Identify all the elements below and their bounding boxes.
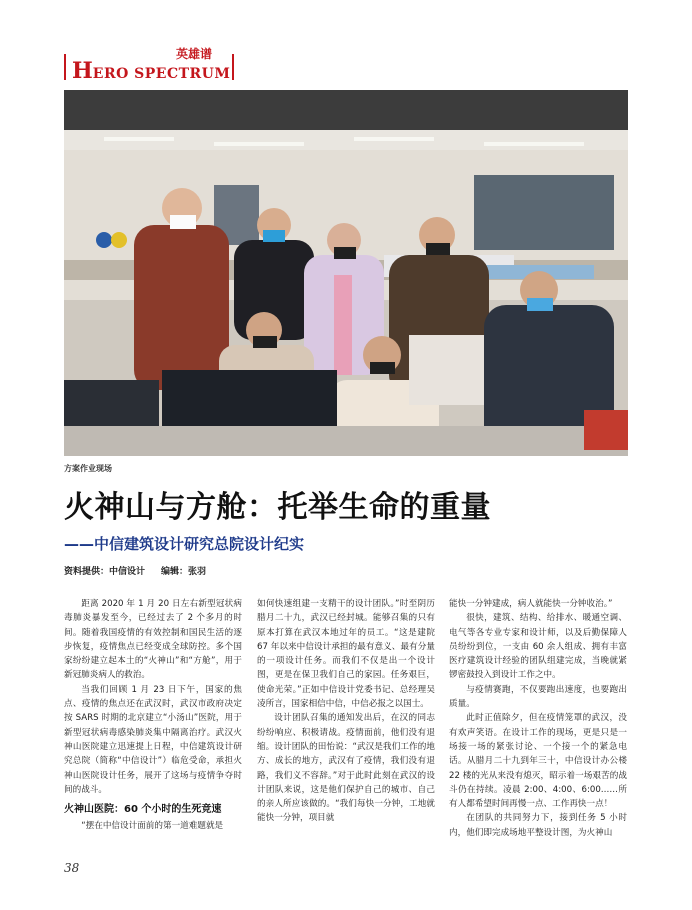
text-column-3 [449,597,627,840]
team-photo-illustration [64,90,628,456]
header-divider-right [232,54,234,80]
section-label-rest: ERO SPECTRUM [92,66,231,82]
header-divider-left [64,54,66,80]
paragraph: 在团队的共同努力下，接到任务 5 小时内，他们即完成场地平整设计图，为火神山 [449,813,627,838]
article-title: 火神山与方舱：托举生命的重量 [64,490,491,525]
section-heading: 火神山医院：60 个小时的生死竞速 [64,804,222,816]
team-photo [64,90,628,456]
paragraph: 能快一分钟建成，病人就能快一分钟收治。” [449,599,613,609]
paragraph: “摆在中信设计面前的第一道难题就是 [81,821,224,832]
credit-editor: 编辑：张羽 [161,567,207,577]
text-column-2 [257,597,435,826]
section-label-en [72,58,230,84]
paragraph: 如何快速组建一支精干的设计团队。”时至阴历腊月二十九，武汉已经封城。能够召集的只有原本打算在武汉本地过年的员工。“这是建院 67 年以来中信设计承担的最有意义、最有分量的一项设计任务。而我们不仅是出一个设计图，更是在保卫我们自己的家园。任务艰巨，使命光荣。”正如中信设计党委书记、总经理吴凌所言，国家相信中信，中信必报之以国士。 [257,599,435,710]
photo-caption: 方案作业现场 [64,464,112,473]
article-subtitle: ——中信建筑设计研究总院设计纪实 [64,535,305,553]
section-label-initial: H [72,58,93,84]
paragraph: 设计团队召集的通知发出后，在汉的同志纷纷响应、积极请战。疫情面前，他们没有退缩。设计团队的田怡说：“武汉是我们工作的地方、成长的地方，武汉有了疫情，我们没有退路，我们义不容辞。”对于此时此刻在武汉的设计团队来说，这是他们保护自己的城市、自己的亲人所应该做的。“我们每快一分钟，工地就能快一分钟，项目就 [257,713,435,824]
paragraph: 此时正值除夕，但在疫情笼罩的武汉，没有欢声笑语。在设计工作的现场，更是只是一场接一场的紧张讨论、一个接一个的紧急电话。从腊月二十九到年三十，中信设计办公楼 22 楼的光从来没有熄灭，昭示着一场艰苦的战斗仍在持续。凌晨 2:00、4:00、6:00……所有人都希望时间再慢一点、工作再快一点！ [449,713,627,810]
credit-source: 资料提供：中信设计 [64,567,146,577]
text-column-1 [64,597,242,834]
section-label-cn: 英雄谱 [176,47,213,61]
paragraph: 距离 2020 年 1 月 20 日左右新型冠状病毒肺炎暴发至今，已经过去了 2 个多月的时间。随着我国疫情的有效控制和国民生活的逐步恢复，疫情焦点已经变成全球防控。多个国家纷纷建立起本土的“火神山”和“方舱”，用于新冠肺炎病人的救治。 [64,599,242,681]
paragraph: 很快，建筑、结构、给排水、暖通空调、电气等各专业专家和设计师，以及后勤保障人员纷纷到位，一支由 60 余人组成、拥有丰富医疗建筑设计经验的团队组建完成，当晚就紧锣密鼓投入到设计工作之中。 [449,613,627,681]
paragraph: 与疫情赛跑，不仅要跑出速度，也要跑出质量。 [449,684,627,710]
article-credits [64,564,222,577]
page-number: 38 [64,861,80,875]
paragraph: 当我们回顾 1 月 23 日下午，国家的焦点、疫情的焦点还在武汉时，武汉市政府决定按 SARS 时期的北京建立“小汤山”医院，用于新型冠状病毒感染肺炎集中隔离治疗。武汉火神山医院建立迅速提上日程，中信建筑设计研究总院（简称“中信设计”）临危受命，承担火神山医院设计任务，展开了这场与疫情争夺时间的战斗。 [64,684,242,795]
